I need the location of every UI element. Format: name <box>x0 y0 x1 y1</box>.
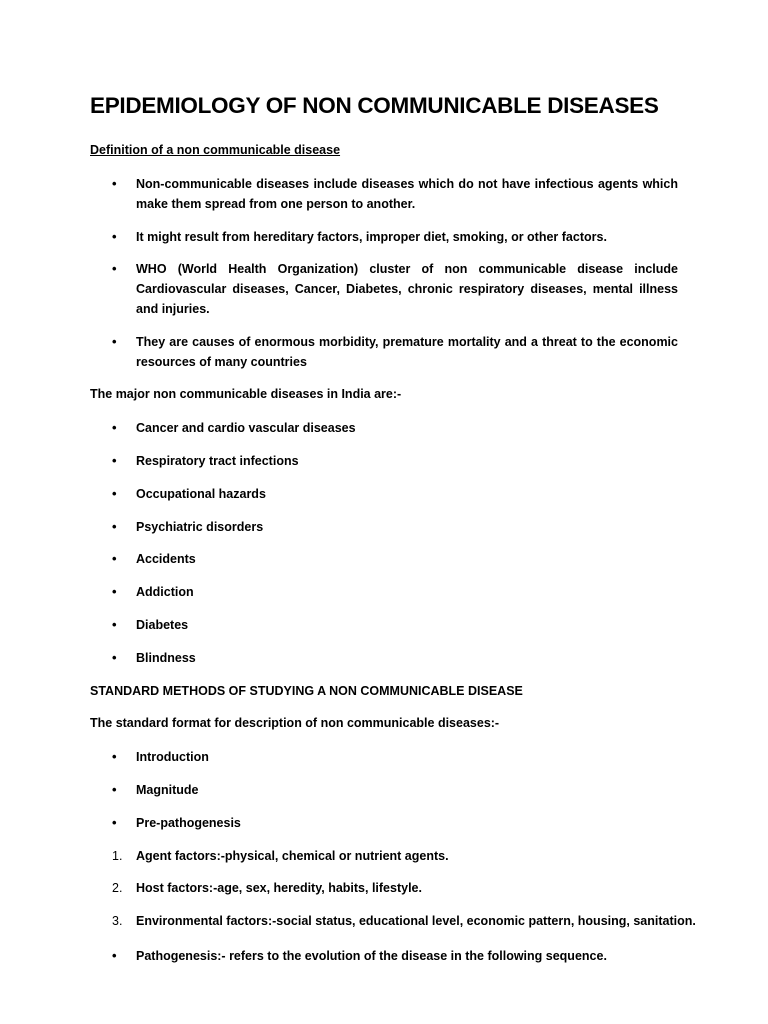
major-disease-item <box>112 418 678 438</box>
factor-text: Agent factors:-physical, chemical or nutrient agents. <box>136 849 449 863</box>
bullet-text: Pre-pathogenesis <box>136 816 241 830</box>
definition-bullet <box>112 332 678 372</box>
bullet-marker: • <box>112 229 117 244</box>
bullet-text: Respiratory tract infections <box>136 454 299 468</box>
bullet-text: Non-communicable diseases include diseases which do not have infectious agents which make them spread from one person to another. <box>136 177 678 211</box>
list-number: 3. <box>112 914 123 928</box>
format-item <box>112 747 678 767</box>
definition-bullet <box>112 174 678 214</box>
major-disease-item <box>112 451 678 471</box>
methods-heading: STANDARD METHODS OF STUDYING A NON COMMUNICABLE DISEASE <box>90 684 523 698</box>
factor-text: Environmental factors:-social status, educational level, economic pattern, housing, sanitation. <box>136 914 696 928</box>
pathogenesis-item <box>112 946 678 966</box>
bullet-marker: • <box>112 650 117 665</box>
bullet-marker: • <box>112 617 117 632</box>
bullet-text: WHO (World Health Organization) cluster of non communicable disease include Cardiovascular diseases, Cancer, Diabetes, chronic respiratory diseases, mental illness and injuries. <box>136 262 678 316</box>
major-diseases-intro: The major non communicable diseases in India are:- <box>90 387 402 401</box>
bullet-text: Addiction <box>136 585 194 599</box>
factor-text: Host factors:-age, sex, heredity, habits, lifestyle. <box>136 881 422 895</box>
format-intro: The standard format for description of non communicable diseases:- <box>90 716 500 730</box>
major-disease-item <box>112 582 678 602</box>
definition-heading: Definition of a non communicable disease <box>90 143 341 157</box>
bullet-text: Diabetes <box>136 618 189 632</box>
bullet-text: Cancer and cardio vascular diseases <box>136 421 356 435</box>
bullet-text: Accidents <box>136 552 196 566</box>
bullet-text: Blindness <box>136 651 196 665</box>
bullet-marker: • <box>112 815 117 830</box>
bullet-marker: • <box>112 334 117 349</box>
major-disease-item <box>112 549 678 569</box>
bullet-marker: • <box>112 261 117 276</box>
list-number: 1. <box>112 849 123 863</box>
bullet-marker: • <box>112 584 117 599</box>
bullet-marker: • <box>112 420 117 435</box>
bullet-text: It might result from hereditary factors, improper diet, smoking, or other factors. <box>136 230 607 244</box>
major-disease-item <box>112 517 678 537</box>
bullet-marker: • <box>112 551 117 566</box>
bullet-marker: • <box>112 486 117 501</box>
format-item <box>112 780 678 800</box>
factor-item <box>112 911 696 931</box>
format-item <box>112 813 678 833</box>
bullet-text: Introduction <box>136 750 209 764</box>
bullet-marker: • <box>112 453 117 468</box>
major-disease-item <box>112 648 678 668</box>
bullet-marker: • <box>112 782 117 797</box>
bullet-marker: • <box>112 749 117 764</box>
bullet-text: Magnitude <box>136 783 199 797</box>
bullet-marker: • <box>112 176 117 191</box>
bullet-text: Occupational hazards <box>136 487 266 501</box>
list-number: 2. <box>112 881 123 895</box>
factor-item <box>112 878 678 898</box>
factor-item <box>112 846 678 866</box>
bullet-text: Psychiatric disorders <box>136 520 264 534</box>
definition-bullet <box>112 227 678 247</box>
bullet-text: Pathogenesis:- refers to the evolution of the disease in the following sequence. <box>136 949 607 963</box>
bullet-text: They are causes of enormous morbidity, premature mortality and a threat to the economic resources of many countries <box>136 335 678 369</box>
bullet-marker: • <box>112 948 117 963</box>
definition-bullet <box>112 259 678 319</box>
major-disease-item <box>112 484 678 504</box>
major-disease-item <box>112 615 678 635</box>
bullet-marker: • <box>112 519 117 534</box>
document-title: EPIDEMIOLOGY OF NON COMMUNICABLE DISEASES <box>90 93 659 118</box>
